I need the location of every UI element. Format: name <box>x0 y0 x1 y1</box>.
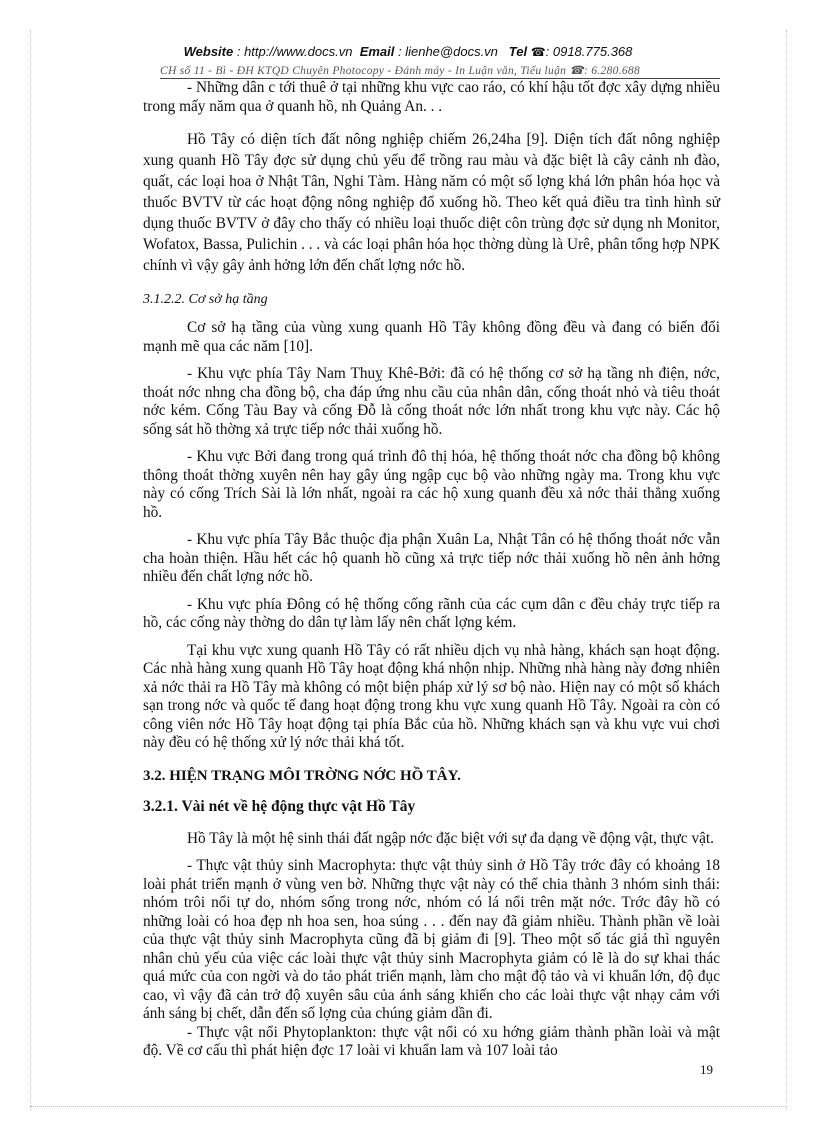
tel-label: Tel <box>508 44 528 59</box>
page-header <box>0 44 816 59</box>
paragraph: Hồ Tây có diện tích đất nông nghiệp chiếm 26,24ha [9]. Diện tích đất nông nghiệp xung quanh Hồ Tây đợc sử dụng chủ yếu để trồng rau màu và đặc biệt là cây cảnh nh đào, quất, các loại hoa ở Nhật Tân, Nghi Tàm. Hàng năm có một số lợng khá lớn phân hóa học và thuốc BVTV từ các hoạt động nông nghiệp đổ xuống hồ. Theo kết quả điều tra tình hình sử dụng thuốc BVTV ở đây cho thấy có nhiều loại thuốc diệt côn trùng đợc sử dụng nh Monitor, Wofatox, Bassa, Pulichin . . . và các loại phân hóa học thờng dùng là Urê, phân tổng hợp NPK chính vì vậy gây ảnh hởng lớn đến chất lợng nớc hồ. <box>143 131 720 274</box>
phone-icon: ☎ <box>530 45 546 59</box>
website-url[interactable]: http://www.docs.vn <box>244 44 353 59</box>
right-margin-guide <box>786 30 787 1110</box>
paragraph: Hồ Tây là một hệ sinh thái đất ngập nớc đặc biệt với sự đa dạng về động vật, thực vật. <box>187 829 714 847</box>
section-heading-3-2-1: 3.2.1. Vài nét về hệ động thực vật Hồ Tây <box>143 797 416 815</box>
document-body <box>143 79 720 1061</box>
left-margin-guide <box>30 30 31 1110</box>
page-subheader: CH số 11 - Bì - ĐH KTQD Chuyên Photocopy - Đánh máy - In Luận văn, Tiểu luận ☎: 6.280.688 <box>160 63 720 79</box>
paragraph: - Thực vật thủy sinh Macrophyta: thực vật thủy sinh ở Hồ Tây trớc đây có khoảng 18 loài phát triển mạnh ở vùng ven bờ. Những thực vật này có thể chia thành 3 nhóm sinh thái: nhóm trôi nổi tự do, nhóm sống trong nớc, nhóm có lá nổi trên mặt nớc. Trớc đây hồ có những loài có hoa đẹp nh hoa sen, hoa súng . . . đến nay đã giảm nhiều. Thành phần về loài của thực vật thủy sinh Macrophyta cũng đã bị giảm đi [9]. Theo một số tác giả thì nguyên nhân chủ yếu của việc các loài thực vật thủy sinh Macrophyta giảm có lẽ là do sự khai thác quá mức của con ngời và do tảo phát triển mạnh, làm cho mật độ tảo và vi khuẩn lớn, độ đục cao, vì vậy đã cản trở độ xuyên sâu của ánh sáng khiến cho các loài thực vật nhạy cảm với ánh sáng bị chết, dẫn đến số lợng của chúng giảm dần đi. <box>143 857 720 1022</box>
website-label: Website <box>183 44 234 59</box>
tel-value: : 0918.775.368 <box>545 44 633 59</box>
paragraph: Tại khu vực xung quanh Hồ Tây có rất nhiều dịch vụ nhà hàng, khách sạn hoạt động. Các nhà hàng xung quanh Hồ Tây hoạt động khá nhộn nhịp. Những nhà hàng này đơng nhiên xả nớc thải ra Hồ Tây mà không có một biện pháp xử lý sơ bộ nào. Hiện nay có một số khách sạn trong nớc và quốc tế đang hoạt động trong khu vực xung quanh Hồ Tây. Ngoài ra còn có công viên nớc Hồ Tây hoạt động tại phía Bắc của hồ. Những khách sạn và khu vực vui chơi này đều có hệ thống xử lý nớc thải khá tốt. <box>143 641 720 751</box>
page-number: 19 <box>700 1062 713 1077</box>
paragraph: - Khu vực Bởi đang trong quá trình đô thị hóa, hệ thống thoát nớc cha đồng bộ không thông thoát thờng xuyên nên hay gây úng ngập cục bộ vào những ngày ma. Trong khu vực này có cống Trích Sài là lớn nhất, ngoài ra các hộ xung quanh đều xả nớc thải thẳng xuống hồ. <box>143 448 720 521</box>
section-heading-3-2: 3.2. HIỆN TRẠNG MÔI TRỜNG NỚC HỒ TÂY. <box>143 767 461 784</box>
email-label: Email <box>359 44 395 59</box>
section-heading-3-1-2-2: 3.1.2.2. Cơ sở hạ tầng <box>143 292 268 307</box>
paragraph: - Những dân c tới thuê ở tại những khu vực cao ráo, có khí hậu tốt đợc xây dựng nhiều trong mấy năm qua ở quanh hồ, nh Quảng An. . . <box>143 79 720 115</box>
paragraph: - Khu vực phía Tây Nam Thuỵ Khê-Bởi: đã có hệ thống cơ sở hạ tầng nh điện, nớc, thoát nớc nhng cha đồng bộ, cha đáp ứng nhu cầu của nhân dân, cống thoát nhỏ và tiêu thoát nớc kém. Cống Tàu Bay và cống Đỗ là cống thoát nớc lớn nhất trong khu vực này. Các hộ sống sát hồ thờng xả trực tiếp nớc thải xuống hồ. <box>143 365 720 438</box>
paragraph: - Khu vực phía Tây Bắc thuộc địa phận Xuân La, Nhật Tân có hệ thống thoát nớc vẫn cha hoàn thiện. Hầu hết các hộ quanh hồ cũng xả trực tiếp nớc thải xuống hồ nên ảnh hởng nhiều đến chất lợng nớc hồ. <box>143 531 720 585</box>
footer-divider <box>30 1106 786 1107</box>
paragraph: - Thực vật nổi Phytoplankton: thực vật nổi có xu hớng giảm thành phần loài và mật độ. Về cơ cấu thì phát hiện đợc 17 loài vi khuẩn lam và 107 loài tảo <box>143 1023 720 1059</box>
paragraph: - Khu vực phía Đông có hệ thống cống rãnh của các cụm dân c đều chảy trực tiếp ra hồ, các cống này thờng do dân tự làm lấy nên chất lợng kém. <box>143 595 720 631</box>
email-value[interactable]: : lienhe@docs.vn <box>394 44 498 59</box>
paragraph: Cơ sở hạ tầng của vùng xung quanh Hồ Tây không đồng đều và đang có biến đổi mạnh mẽ qua các năm [10]. <box>143 319 720 355</box>
website-sep: : <box>233 44 245 59</box>
